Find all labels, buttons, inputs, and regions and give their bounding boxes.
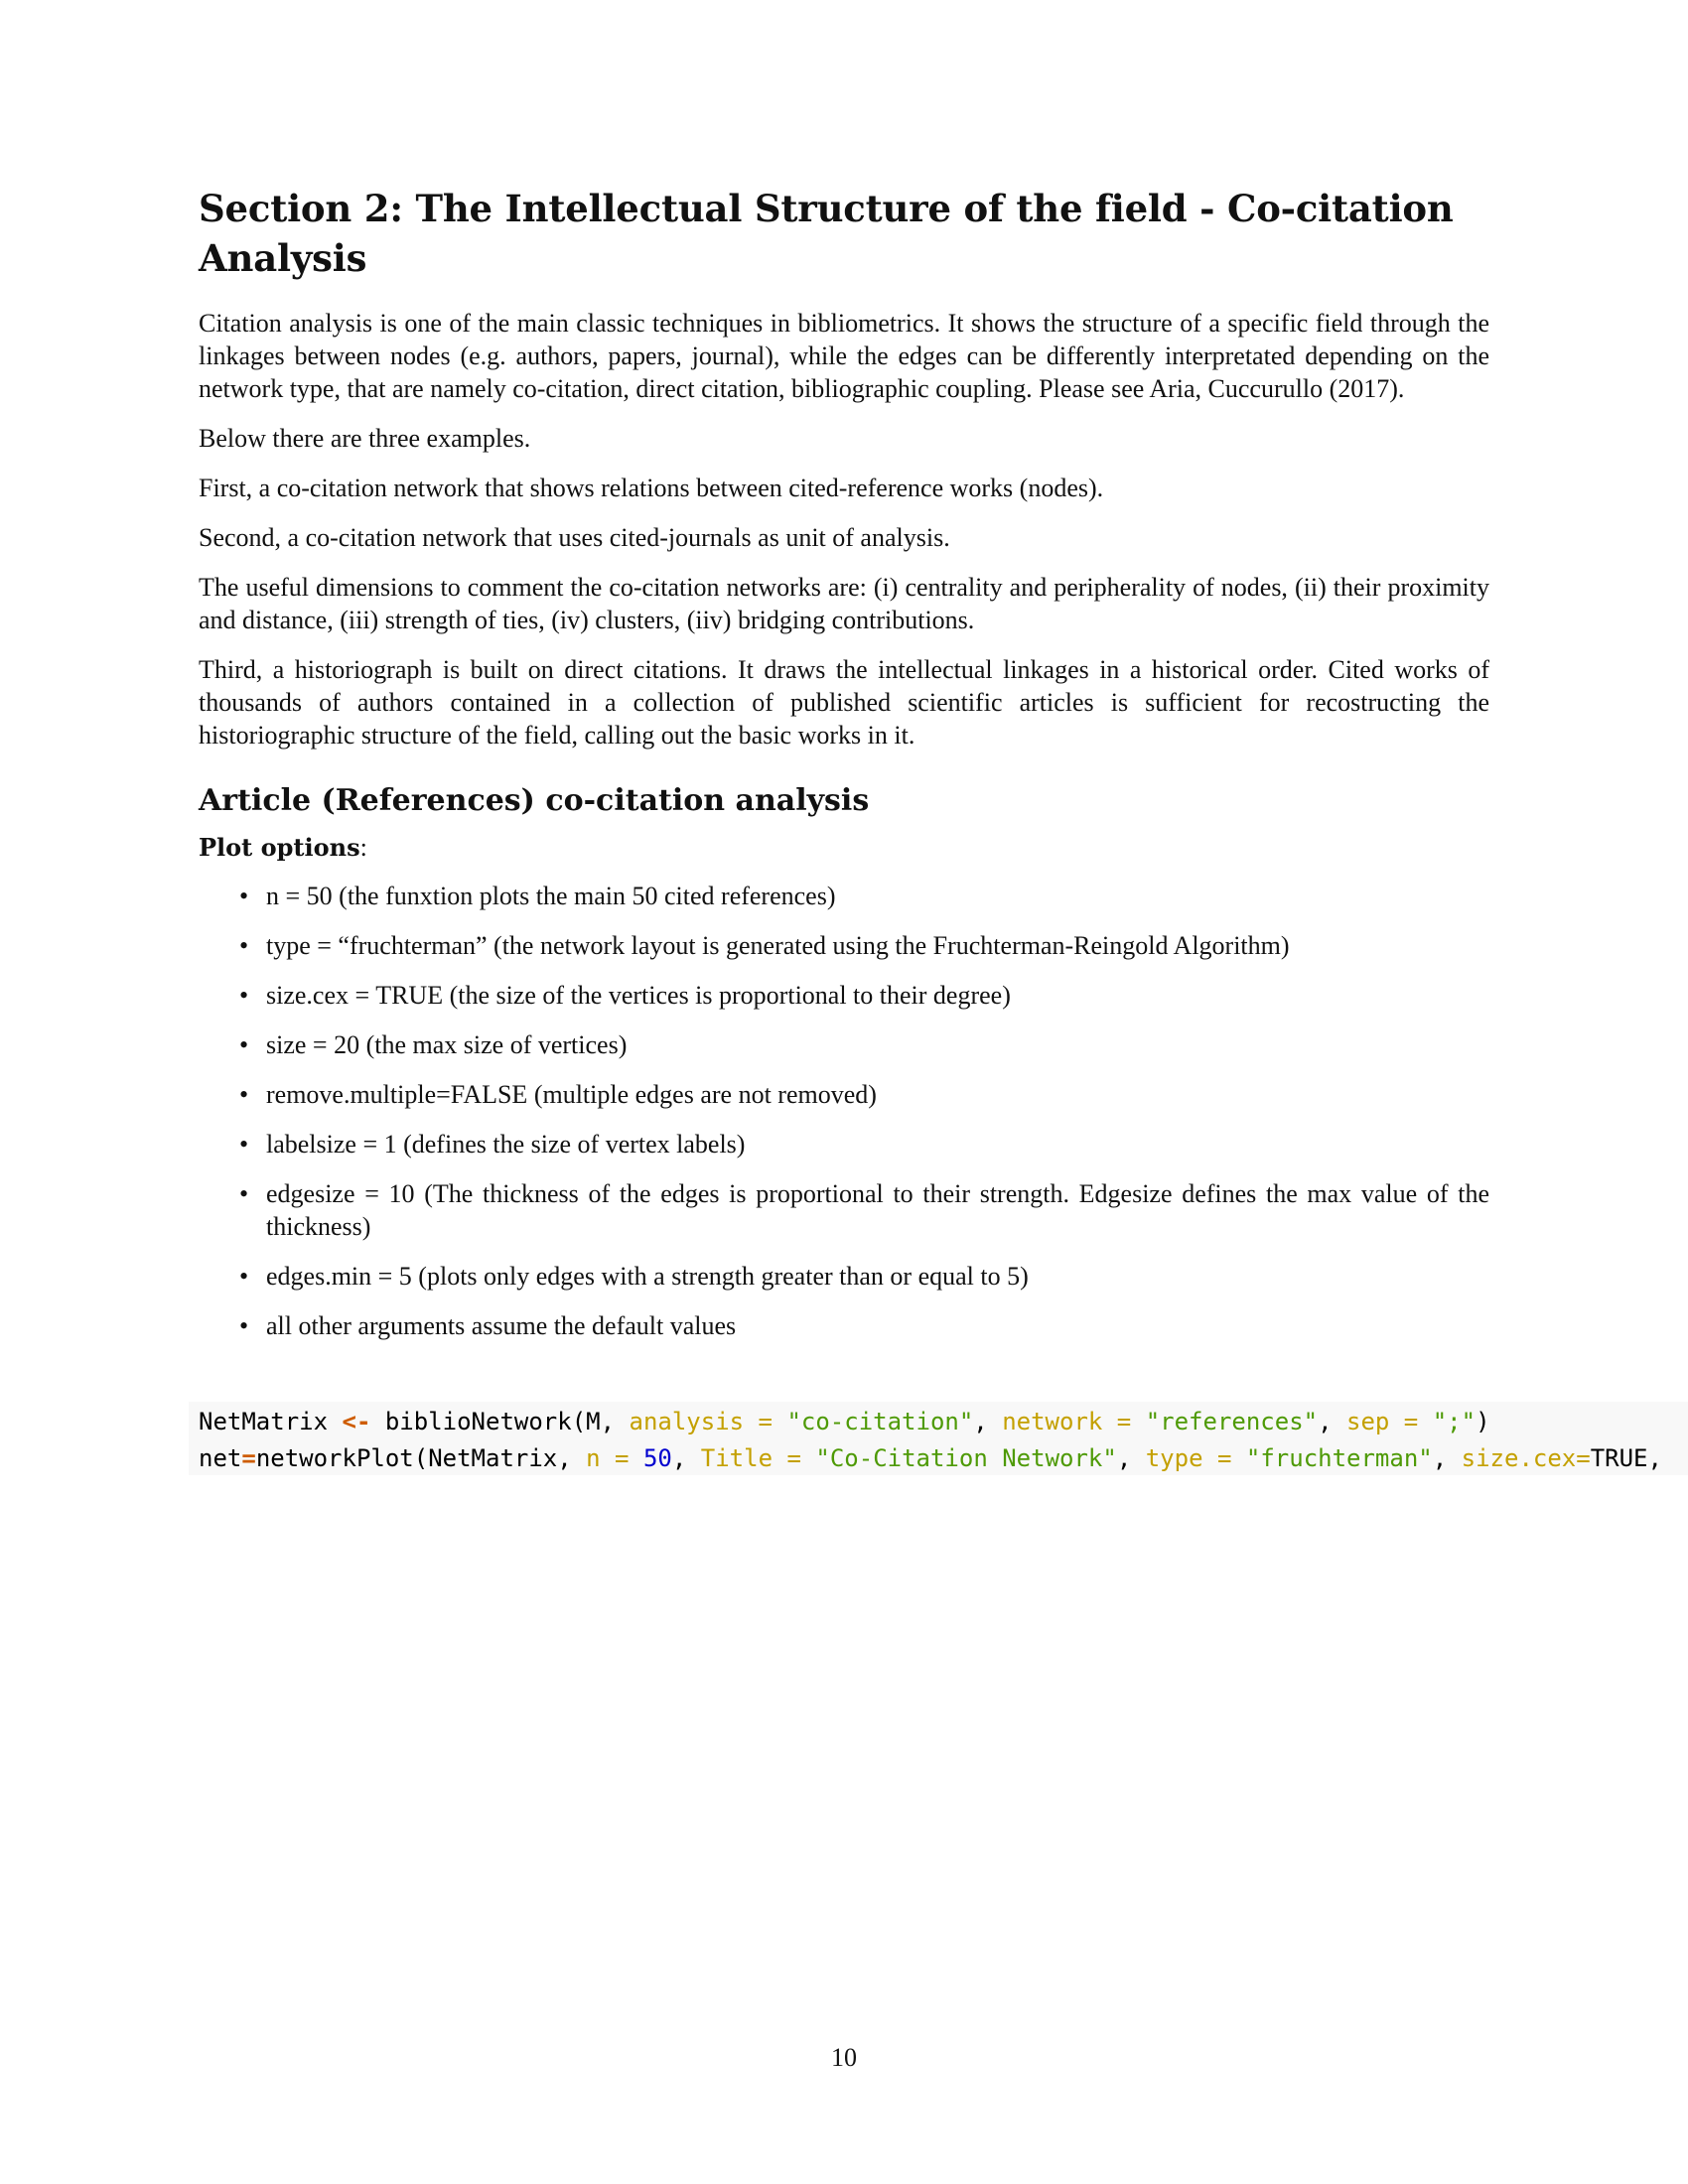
code-token: "Co-Citation Network" <box>815 1444 1117 1472</box>
code-token: size.cex= <box>1461 1444 1591 1472</box>
code-token: 50 <box>642 1444 672 1472</box>
paragraph-second-example: Second, a co-citation network that uses cited-journals as unit of analysis. <box>199 523 950 552</box>
code-token: networkPlot(NetMatrix, <box>255 1444 572 1472</box>
code-token: network = <box>1002 1408 1132 1435</box>
code-token: ) <box>1476 1408 1490 1435</box>
code-token: NetMatrix <box>199 1408 329 1435</box>
code-block <box>189 1402 1688 1475</box>
paragraph-dimensions: The useful dimensions to comment the co-citation networks are: (i) centrality and peripherality of nodes, (ii) their proximity and distance, (iii) strength of ties, (iv) clusters, (iiv) bridging contributions. <box>199 573 1489 634</box>
list-item: • n = 50 (the funxtion plots the main 50 cited references) <box>266 880 1489 912</box>
code-token: TRUE, <box>1590 1444 1662 1472</box>
list-item: • remove.multiple=FALSE (multiple edges are not removed) <box>266 1078 1489 1111</box>
paragraph-citation-analysis: Citation analysis is one of the main classic techniques in bibliometrics. It shows the structure of a specific field through the linkages between nodes (e.g. authors, papers, journal), while the edges can be differently interpretated depending on the network type, that are namely co-citation, direct citation, bibliographic coupling. Please see Aria, Cuccurullo (2017). <box>199 309 1489 403</box>
code-token: "fruchterman" <box>1245 1444 1433 1472</box>
paragraph-examples-intro: Below there are three examples. <box>199 424 531 453</box>
plot-options-heading <box>199 831 1489 864</box>
paragraph-first-example: First, a co-citation network that shows relations between cited-reference works (nodes). <box>199 474 1104 502</box>
code-token: "references" <box>1145 1408 1319 1435</box>
code-token: biblioNetwork(M, <box>384 1408 616 1435</box>
code-token: n = <box>586 1444 630 1472</box>
code-token: "co-citation" <box>786 1408 974 1435</box>
code-token: Title = <box>700 1444 801 1472</box>
subsection-title: Article (References) co-citation analysis <box>199 783 870 818</box>
list-item: • size = 20 (the max size of vertices) <box>266 1028 1489 1061</box>
code-token: net <box>199 1444 242 1472</box>
code-line-1: NetMatrix <- biblioNetwork(M, analysis = "co-citation", network = "references", sep = ";") <box>199 1408 1490 1435</box>
list-item: • labelsize = 1 (defines the size of vertex labels) <box>266 1128 1489 1160</box>
plot-options-suffix: : <box>359 833 367 862</box>
plot-options-label: Plot options <box>199 833 360 862</box>
list-item: • all other arguments assume the default values <box>266 1309 1489 1342</box>
list-item: • edges.min = 5 (plots only edges with a strength greater than or equal to 5) <box>266 1260 1489 1293</box>
document-page <box>199 184 1489 1359</box>
code-token: <- <box>342 1408 371 1435</box>
section-title: Section 2: The Intellectual Structure of the field - Co-citation Analysis <box>199 187 1454 280</box>
code-token: analysis = <box>629 1408 773 1435</box>
list-item: • edgesize = 10 (The thickness of the edges is proportional to their strength. Edgesize defines the max value of the thickness) <box>266 1177 1489 1243</box>
list-item: • size.cex = TRUE (the size of the vertices is proportional to their degree) <box>266 979 1489 1012</box>
paragraph-third-example: Third, a historiograph is built on direct citations. It draws the intellectual linkages in a historical order. Cited works of thousands of authors contained in a collection of published scientific articles is sufficient for recostructing the historiographic structure of the field, calling out the basic works in it. <box>199 655 1489 750</box>
plot-options-list <box>199 880 1489 1342</box>
list-item: • type = “fruchterman” (the network layout is generated using the Fruchterman-Reingold Algorithm) <box>266 929 1489 962</box>
code-line-2: net=networkPlot(NetMatrix, n = 50, Title = "Co-Citation Network", type = "fruchterman", size.cex=TRUE, <box>199 1444 1662 1472</box>
code-token: ";" <box>1432 1408 1477 1435</box>
code-token: type = <box>1145 1444 1232 1472</box>
code-token: sep = <box>1346 1408 1419 1435</box>
code-token: = <box>241 1444 256 1472</box>
page-number: 10 <box>831 2043 857 2072</box>
